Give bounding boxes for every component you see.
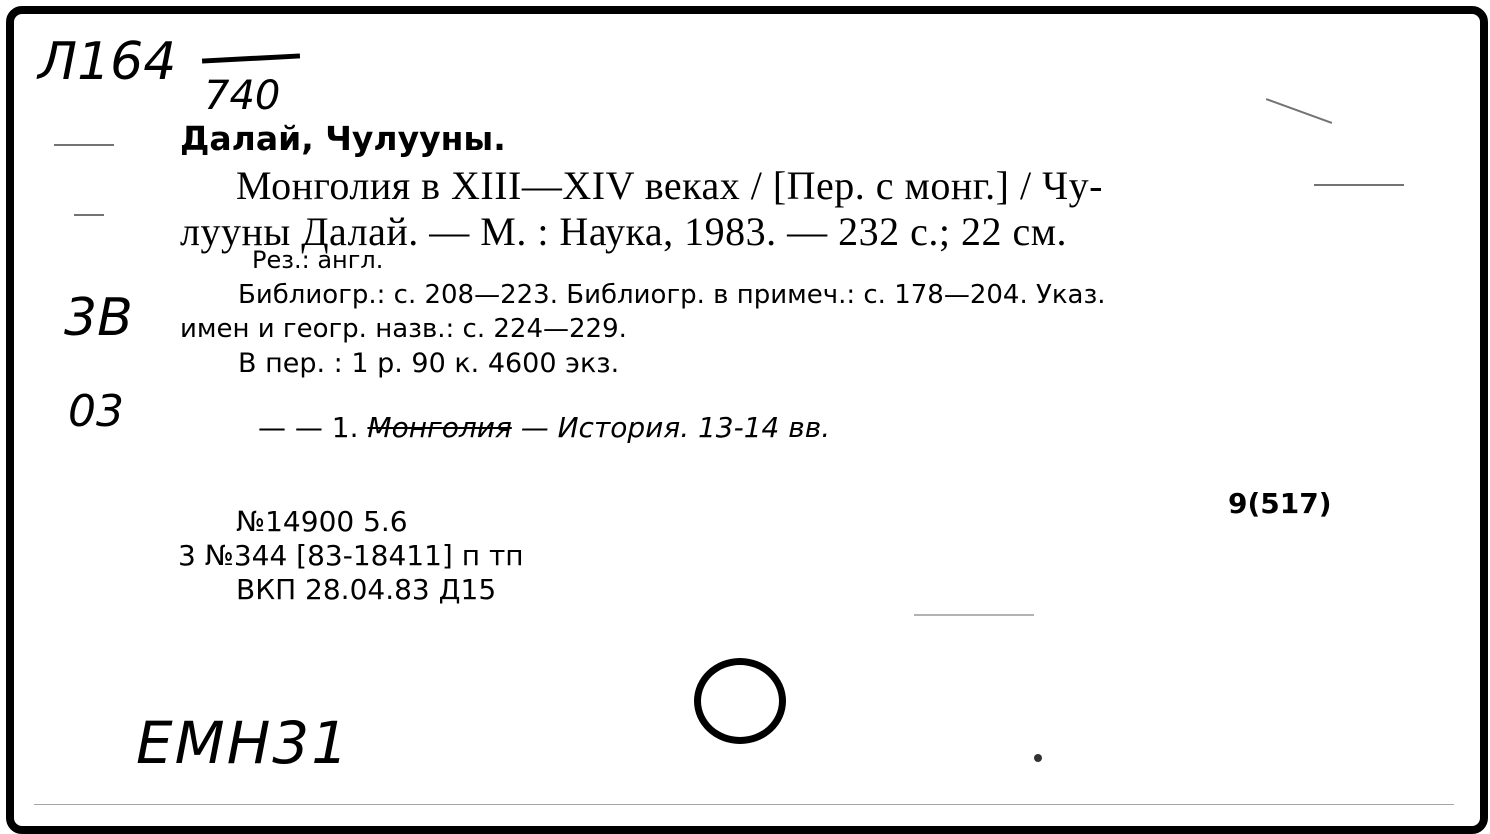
- author-heading: Далай, Чулууны.: [180, 119, 506, 158]
- subject-struck-term: Монголия: [367, 411, 512, 444]
- scan-speck: [54, 144, 114, 146]
- call-subnumber: 740: [204, 73, 281, 119]
- handwritten-mark-3b: 3В: [64, 288, 133, 348]
- scan-speck: [914, 614, 1034, 616]
- scan-speck: [1266, 98, 1332, 124]
- title-statement-line1: Монголия в XIII—XIV веках / [Пер. с монг.] / Чу-: [236, 163, 1103, 208]
- scan-speck: [34, 804, 1454, 805]
- bibliography-note-line1: Библиогр.: с. 208—223. Библиогр. в примеч.: с. 178—204. Указ.: [238, 280, 1106, 310]
- call-number: Л164: [38, 32, 177, 92]
- scan-speck: [1034, 754, 1042, 762]
- scan-speck: [1314, 184, 1404, 186]
- handwritten-mark-03: 03: [68, 386, 124, 437]
- punch-hole: [694, 658, 786, 744]
- bibliography-note-line2: имен и геогр. назв.: с. 224—229.: [180, 314, 627, 344]
- call-number-rule: [202, 53, 300, 63]
- handwritten-mark-emn: ЕМН31: [136, 709, 351, 777]
- imprint-line1: №14900 5.6: [236, 505, 408, 538]
- price-note: В пер. : 1 р. 90 к. 4600 экз.: [238, 348, 620, 379]
- catalog-card: [6, 6, 1488, 834]
- classification-number: 9(517): [1228, 487, 1332, 520]
- subject-prefix: — — 1.: [258, 411, 368, 444]
- scan-speck: [74, 214, 104, 216]
- subject-rest: — История. 13-14 вв.: [511, 411, 831, 444]
- imprint-line3: ВКП 28.04.83 Д15: [236, 573, 497, 606]
- summary-note: Рез.: англ.: [252, 246, 384, 274]
- title-statement-line2: лууны Далай. — М. : Наука, 1983. — 232 с.; 22 см.: [180, 209, 1068, 254]
- subject-heading: [258, 411, 831, 444]
- imprint-line2: 3 №344 [83-18411] п тп: [178, 539, 524, 572]
